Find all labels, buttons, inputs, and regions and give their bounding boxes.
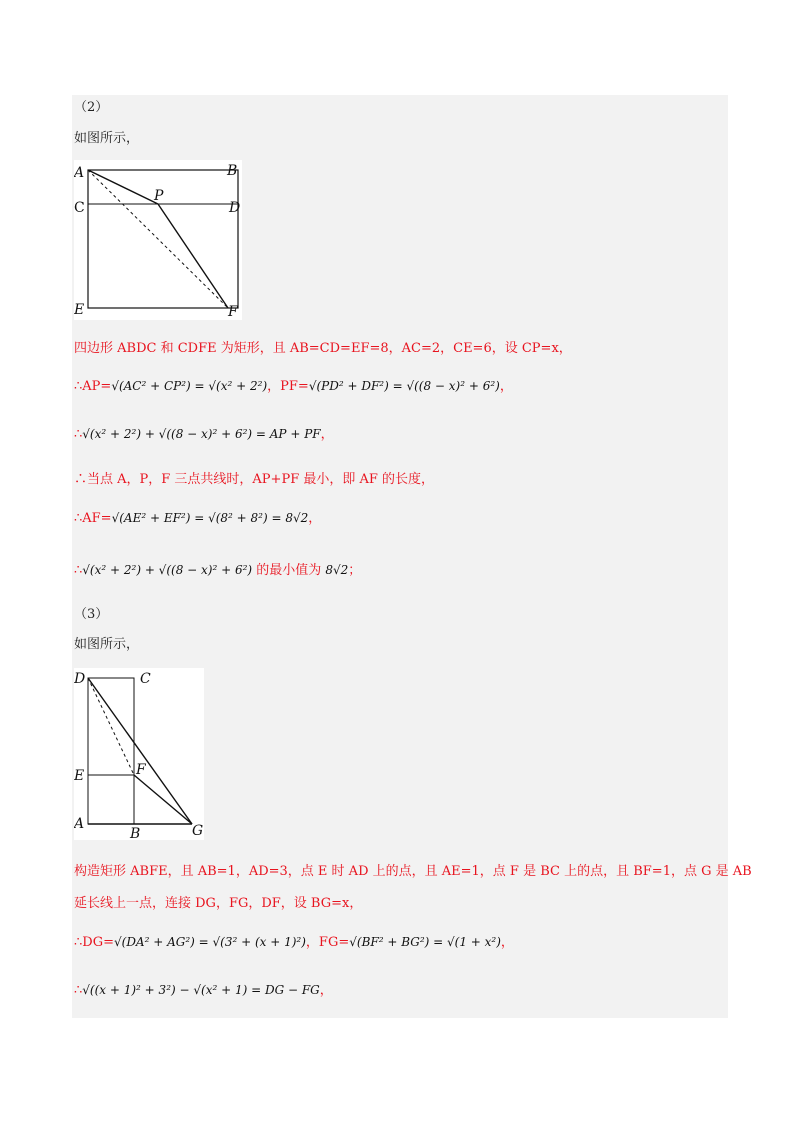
label-D: D: [74, 671, 86, 687]
label-C: C: [140, 671, 151, 687]
part2-line3: ∴√(x² + 2²) + √((8 − x)² + 6²) = AP + PF，: [74, 427, 334, 442]
part2-line1: 四边形 ABDC 和 CDFE 为矩形，且 AB=CD=EF=8，AC=2，CE=6，设 CP=x，: [74, 341, 572, 356]
part2-min-value: 8√2: [325, 563, 349, 577]
part3-intro: 如图所示，: [74, 637, 140, 652]
figure-rectangles-abdc-cdfe: [74, 160, 242, 320]
part3-line2: 延长线上一点，连接 DG，FG，DF，设 BG=x，: [74, 896, 363, 911]
part3-diff-expression: √((x + 1)² + 3²) − √(x² + 1) = DG − FG: [82, 983, 320, 997]
part2-ap-expression: √(AC² + CP²) = √(x² + 2²): [111, 379, 268, 393]
part2-min-expression: √(x² + 2²) + √((8 − x)² + 6²): [82, 563, 253, 577]
part2-heading: （2）: [74, 100, 109, 115]
part3-line3: ∴DG=√(DA² + AG²) = √(3² + (x + 1)²)，FG=√(BF² + BG²) = √(1 + x²)，: [74, 935, 514, 950]
part3-heading: （3）: [74, 607, 109, 622]
figure-rectangle-abfe: [74, 668, 204, 840]
label-E: E: [74, 302, 85, 318]
label-F: F: [228, 304, 238, 320]
part2-pf-expression: √(PD² + DF²) = √((8 − x)² + 6²): [308, 379, 500, 393]
label-B: B: [130, 826, 141, 840]
label-G: G: [192, 823, 204, 839]
part3-line1: 构造矩形 ABFE，且 AB=1，AD=3，点 E 时 AD 上的点，且 AE=1，点 F 是 BC 上的点，且 BF=1，点 G 是 AB: [74, 864, 752, 879]
part2-line2: ∴AP=√(AC² + CP²) = √(x² + 2²)，PF=√(PD² + DF²) = √((8 − x)² + 6²)，: [74, 379, 513, 394]
part2-sum-expression: √(x² + 2²) + √((8 − x)² + 6²) = AP + PF: [82, 427, 321, 441]
label-P: P: [154, 188, 164, 204]
part3-line4: ∴√((x + 1)² + 3²) − √(x² + 1) = DG − FG，: [74, 983, 333, 998]
label-E: E: [74, 768, 85, 784]
part2-line4: ∴当点 A，P，F 三点共线时，AP+PF 最小，即 AF 的长度，: [74, 472, 435, 487]
label-C: C: [74, 200, 85, 216]
part2-af-expression: √(AE² + EF²) = √(8² + 8²) = 8√2: [111, 511, 309, 525]
part3-fg-expression: √(BF² + BG²) = √(1 + x²): [349, 935, 501, 949]
part2-line5: ∴AF=√(AE² + EF²) = √(8² + 8²) = 8√2，: [74, 511, 322, 526]
part2-intro: 如图所示，: [74, 131, 140, 146]
label-F: F: [136, 762, 146, 778]
part2-line6: ∴√(x² + 2²) + √((8 − x)² + 6²) 的最小值为 8√2；: [74, 563, 362, 578]
label-D: D: [229, 200, 241, 216]
label-A: A: [74, 816, 85, 832]
label-B: B: [227, 163, 238, 179]
label-A: A: [74, 165, 85, 181]
part3-dg-expression: √(DA² + AG²) = √(3² + (x + 1)²): [113, 935, 306, 949]
